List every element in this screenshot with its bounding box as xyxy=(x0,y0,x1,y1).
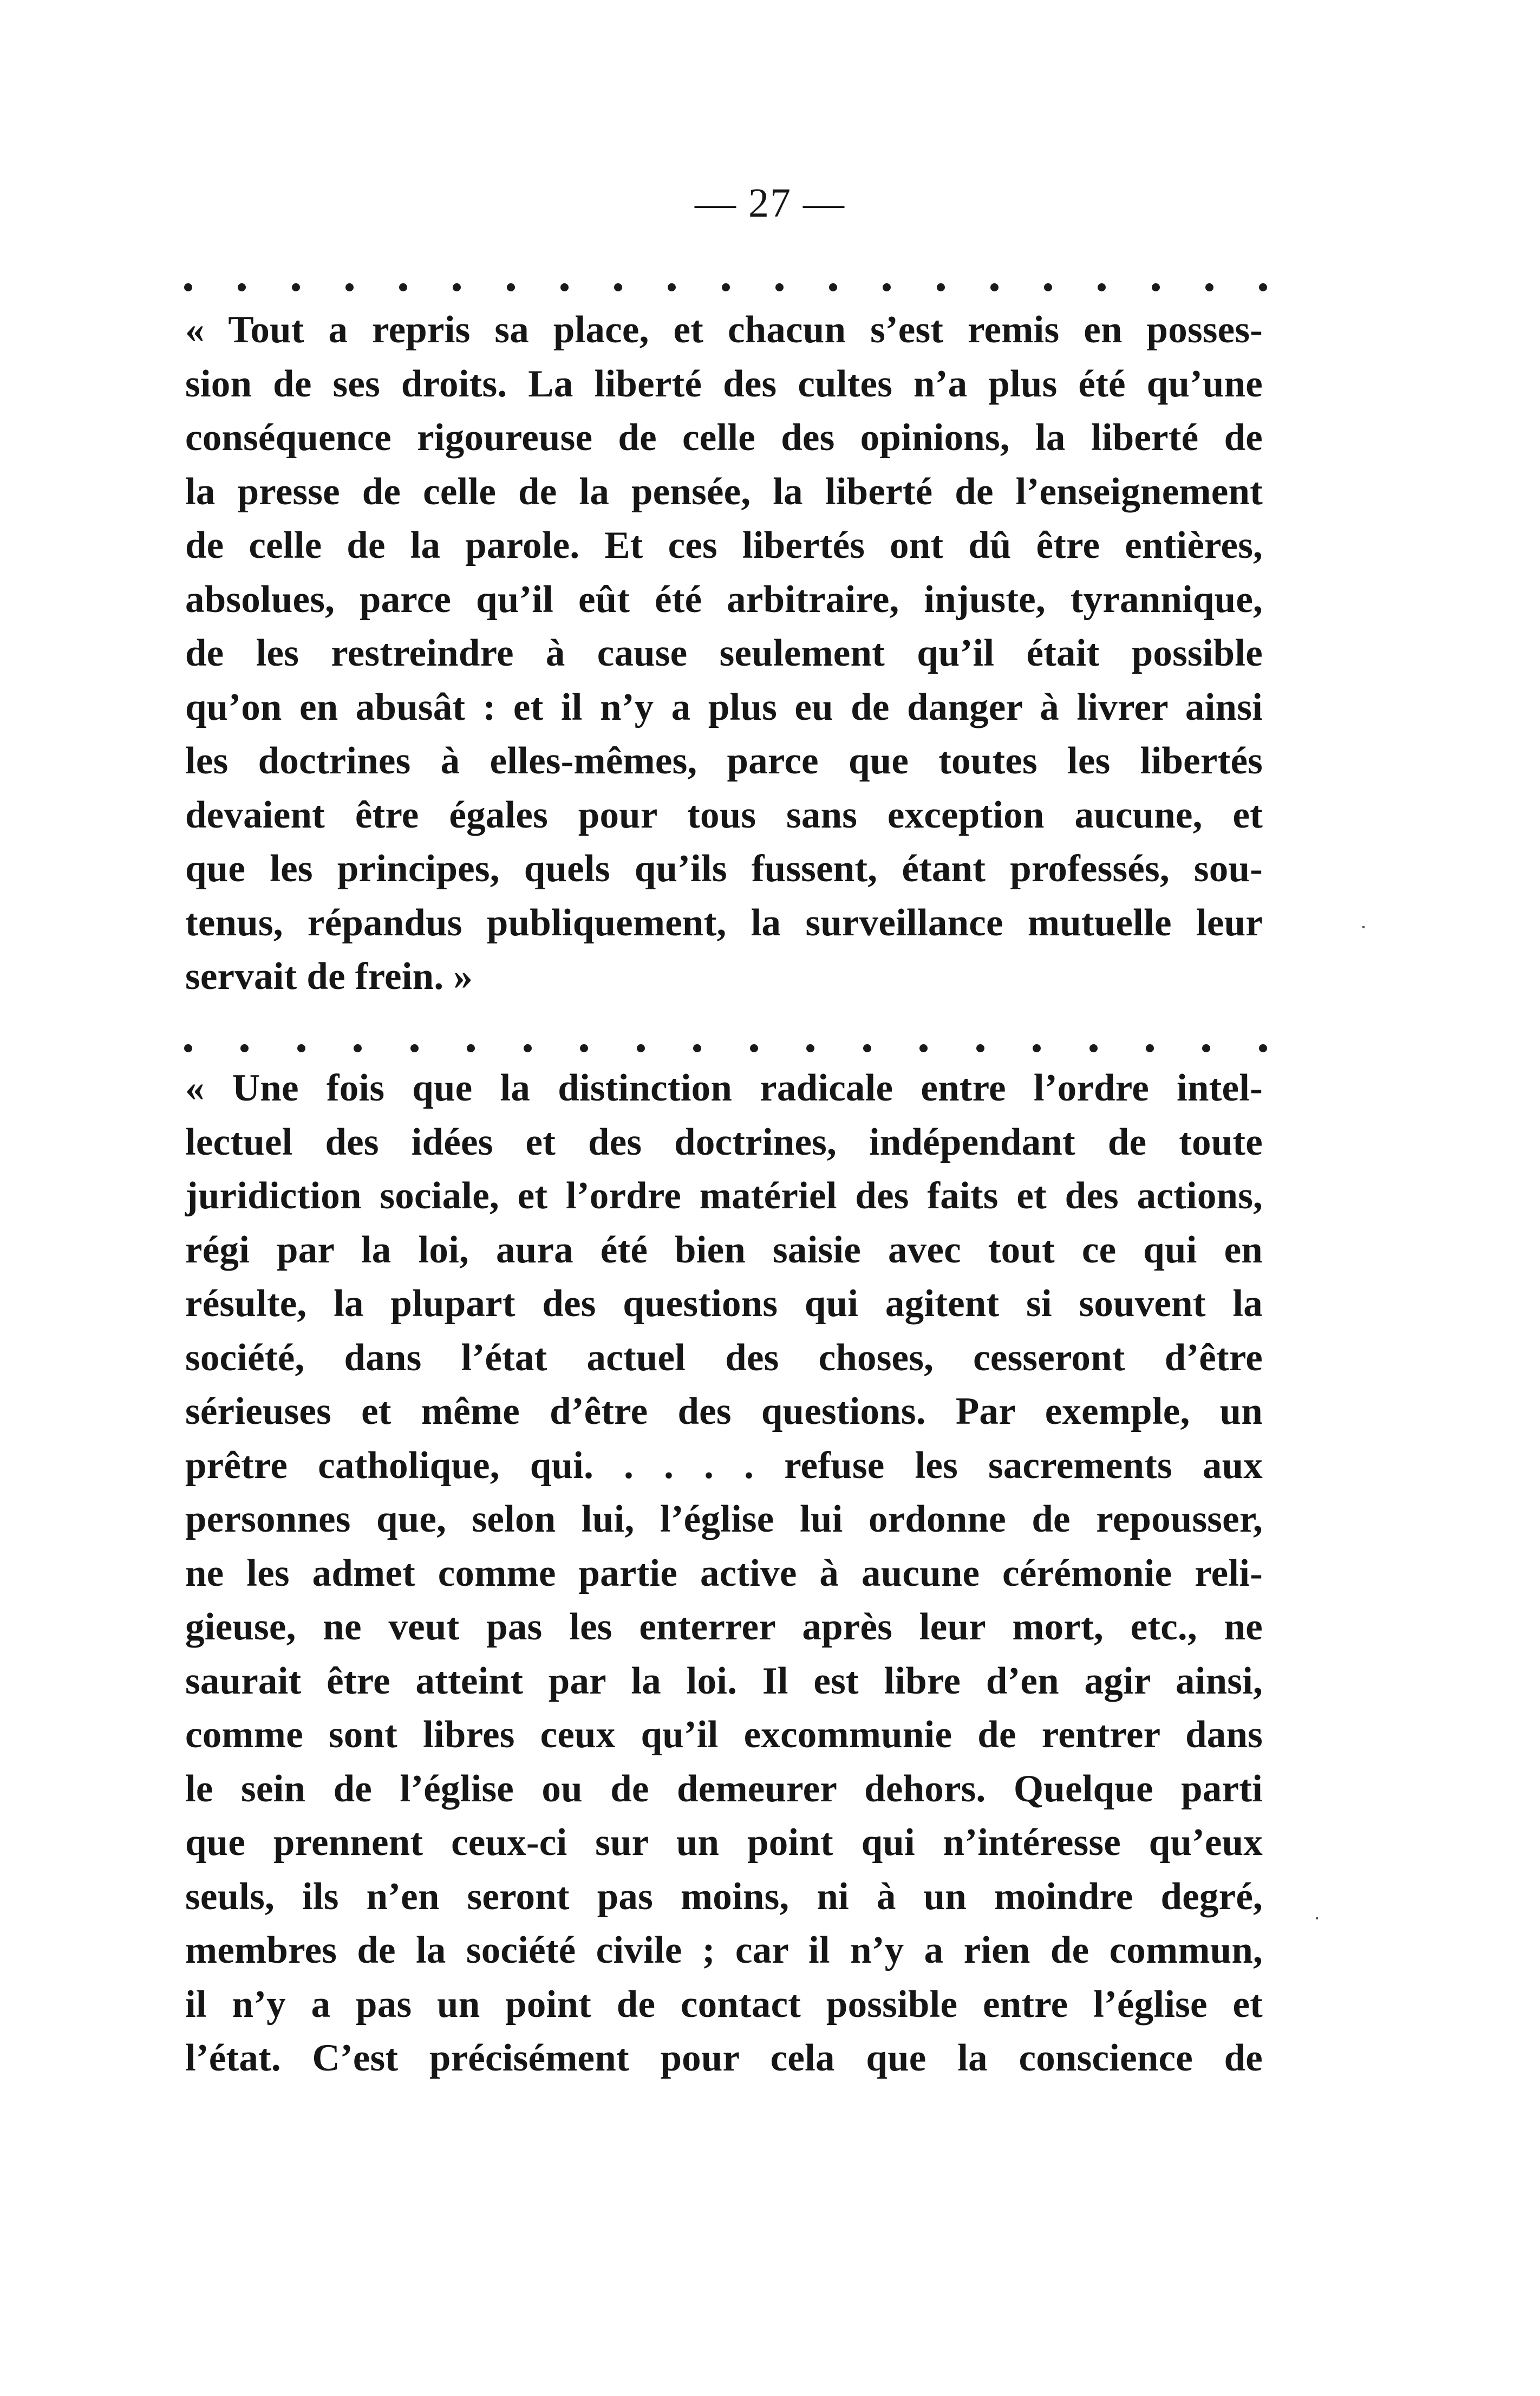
text-line: société, dans l’état actuel des choses, cesseront d’être xyxy=(185,1336,1263,1379)
text-line: les doctrines à elles-mêmes, parce que toutes les libertés xyxy=(185,740,1263,782)
text-line: « Une fois que la distinction radicale entre l’ordre intel- xyxy=(185,1067,1263,1109)
text-line: résulte, la plupart des questions qui agitent si souvent la xyxy=(185,1282,1263,1325)
text-line: il n’y a pas un point de contact possible entre l’église et xyxy=(185,1983,1263,2026)
paragraph-1 xyxy=(185,303,1263,1004)
text-line: de les restreindre à cause seulement qu’il était possible xyxy=(185,632,1263,674)
text-line: régi par la loi, aura été bien saisie avec tout ce qui en xyxy=(185,1228,1263,1271)
ellipsis-dots-middle xyxy=(184,1037,1267,1059)
text-line: sion de ses droits. La liberté des cultes n’a plus été qu’une xyxy=(185,362,1263,405)
text-line: saurait être atteint par la loi. Il est libre d’en agir ainsi, xyxy=(185,1659,1263,1702)
text-line: ne les admet comme partie active à aucune cérémonie reli- xyxy=(185,1552,1263,1594)
text-line: devaient être égales pour tous sans exception aucune, et xyxy=(185,793,1263,836)
text-line: sérieuses et même d’être des questions. Par exemple, un xyxy=(185,1390,1263,1433)
text-line: gieuse, ne veut pas les enterrer après leur mort, etc., ne xyxy=(185,1606,1263,1648)
text-line: personnes que, selon lui, l’église lui ordonne de repousser, xyxy=(185,1498,1263,1540)
text-line: comme sont libres ceux qu’il excommunie de rentrer dans xyxy=(185,1714,1263,1756)
text-line: que prennent ceux-ci sur un point qui n’intéresse qu’eux xyxy=(185,1821,1263,1864)
scan-speck xyxy=(1316,1917,1318,1919)
text-line: tenus, répandus publiquement, la surveillance mutuelle leur xyxy=(185,901,1263,944)
paragraph-2 xyxy=(185,1062,1263,2086)
text-line: prêtre catholique, qui. . . . . refuse les sacrements aux xyxy=(185,1444,1263,1487)
text-line: absolues, parce qu’il eût été arbitraire, injuste, tyrannique, xyxy=(185,578,1263,621)
text-line: seuls, ils n’en seront pas moins, ni à un moindre degré, xyxy=(185,1875,1263,1918)
text-line: conséquence rigoureuse de celle des opinions, la liberté de xyxy=(185,416,1263,459)
text-line: le sein de l’église ou de demeurer dehors. Quelque parti xyxy=(185,1767,1263,1810)
text-line: qu’on en abusât : et il n’y a plus eu de danger à livrer ainsi xyxy=(185,686,1263,728)
text-line: « Tout a repris sa place, et chacun s’est remis en posses- xyxy=(185,309,1263,351)
text-line: la presse de celle de la pensée, la liberté de l’enseignement xyxy=(185,470,1263,513)
text-line: membres de la société civile ; car il n’y a rien de commun, xyxy=(185,1929,1263,1971)
text-line: servait de frein. » xyxy=(185,955,473,998)
text-line: que les principes, quels qu’ils fussent, étant professés, sou- xyxy=(185,848,1263,890)
text-line: de celle de la parole. Et ces libertés ont dû être entières, xyxy=(185,524,1263,567)
text-line: juridiction sociale, et l’ordre matériel des faits et des actions, xyxy=(185,1175,1263,1217)
text-line: l’état. C’est précisément pour cela que la conscience de xyxy=(185,2037,1263,2079)
ellipsis-dots-top xyxy=(184,276,1267,298)
page-number: — 27 — xyxy=(695,180,845,226)
text-line: lectuel des idées et des doctrines, indépendant de toute xyxy=(185,1121,1263,1163)
scan-speck xyxy=(1362,926,1365,928)
